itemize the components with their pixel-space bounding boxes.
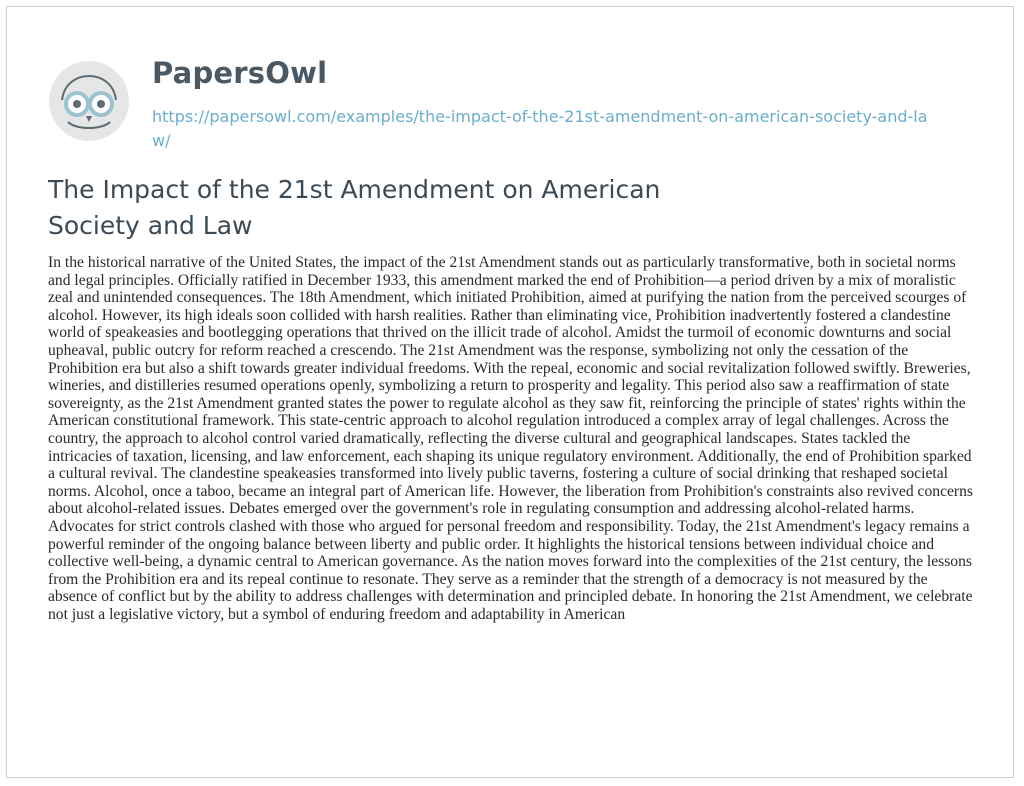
source-url-link[interactable]: https://papersowl.com/examples/the-impact-of-the-21st-amendment-on-american-society-and-law/ — [152, 107, 928, 150]
article-body: In the historical narrative of the United States, the impact of the 21st Amendment stands out as particularly transformative, both in societal norms and legal principles. Officially ratified in December 1933, this amendment marked the end of Prohibition—a period driven by a mix of moralistic zeal and unintended consequences. The 18th Amendment, which initiated Prohibition, aimed at purifying the nation from the perceived scourges of alcohol. However, its high ideals soon collided with harsh realities. Rather than eliminating vice, Prohibition inadvertently fostered a clandestine world of speakeasies and bootlegging operations that thrived on the illicit trade of alcohol. Amidst the turmoil of economic downturns and social upheaval, public outcry for reform reached a crescendo. The 21st Amendment was the response, symbolizing not only the cessation of the Prohibition era but also a shift towards greater individual freedoms. With the repeal, economic and social revitalization followed swiftly. Breweries, wineries, and distilleries resumed operations openly, symbolizing a return to prosperity and legality. This period also saw a reaffirmation of state sovereignty, as the 21st Amendment granted states the power to regulate alcohol as they saw fit, reinforcing the principle of states' rights within the American constitutional framework. This state-centric approach to alcohol regulation introduced a complex array of legal challenges. Across the country, the approach to alcohol control varied dramatically, reflecting the diverse cultural and geographical landscapes. States tackled the intricacies of taxation, licensing, and law enforcement, each shaping its unique regulatory environment. Additionally, the end of Prohibition sparked a cultural revival. The clandestine speakeasies transformed into lively public taverns, fostering a culture of social drinking that reshaped societal norms. Alcohol, once a taboo, became an integral part of American life. However, the liberation from Prohibition's constraints also revived concerns about alcohol-related issues. Debates emerged over the government's role in regulating consumption and addressing alcohol-related harms. Advocates for strict controls clashed with those who argued for personal freedom and responsibility. Today, the 21st Amendment's legacy remains a powerful reminder of the ongoing balance between liberty and public order. It highlights the historical tensions between individual choice and collective well-being, a dynamic central to American governance. As the nation moves forward into the complexities of the 21st century, the lessons from the Prohibition era and its repeal continue to resonate. They serve as a reminder that the strength of a democracy is not measured by the absence of conflict but by the ability to address challenges with determination and principled debate. In honoring the 21st Amendment, we celebrate not just a legislative victory, but a symbol of enduring freedom and adaptability in American — [48, 254, 973, 623]
article-title: The Impact of the 21st Amendment on American Society and Law — [48, 175, 661, 240]
brand-name[interactable]: PapersOwl — [152, 56, 328, 90]
owl-logo-icon — [48, 60, 130, 142]
header — [48, 56, 948, 156]
